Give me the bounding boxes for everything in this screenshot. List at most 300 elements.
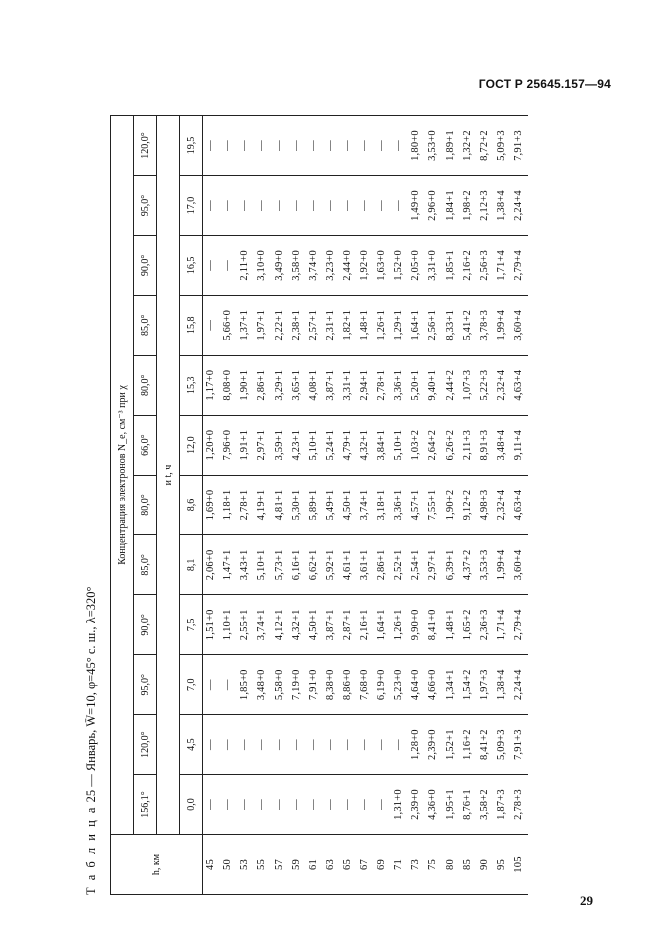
value-cell: — [391, 715, 408, 775]
value-cell: 8,33+1 [442, 295, 459, 355]
value-cell: 4,79+1 [340, 415, 357, 475]
height-cell: 53 [237, 835, 254, 895]
value-cell: 9,12+2 [459, 475, 476, 535]
value-cell: 5,09+3 [494, 116, 511, 176]
caption-prefix: Т а б л и ц а [84, 805, 98, 895]
table-row [408, 116, 425, 895]
height-cell: 63 [323, 835, 340, 895]
value-cell: 9,11+4 [511, 415, 528, 475]
table-body [203, 116, 529, 895]
value-cell: 6,39+1 [442, 535, 459, 595]
value-cell: 8,91+3 [477, 415, 494, 475]
value-cell: 2,86+1 [254, 355, 271, 415]
value-cell: 1,80+0 [408, 116, 425, 176]
value-cell: — [306, 715, 323, 775]
value-cell: 6,26+2 [442, 415, 459, 475]
value-cell: 5,24+1 [323, 415, 340, 475]
table-row [357, 116, 374, 895]
height-cell: 75 [425, 835, 442, 895]
chi-header-cell: 66,0° [134, 415, 157, 475]
value-cell: 4,61+1 [340, 535, 357, 595]
value-cell: 1,38+4 [494, 655, 511, 715]
time-header-cell: 0,0 [180, 775, 203, 835]
value-cell: 1,51+0 [203, 595, 221, 655]
value-cell: — [220, 715, 237, 775]
value-cell: 3,36+1 [391, 355, 408, 415]
value-cell: 8,38+0 [323, 655, 340, 715]
value-cell: 3,74+1 [357, 475, 374, 535]
value-cell: 3,59+1 [271, 415, 288, 475]
value-cell: 4,23+1 [288, 415, 305, 475]
value-cell: 1,97+1 [254, 295, 271, 355]
height-cell: 80 [442, 835, 459, 895]
height-cell: 61 [306, 835, 323, 895]
time-header-cell: 8,6 [180, 475, 203, 535]
value-cell: 5,22+3 [477, 355, 494, 415]
value-cell: — [288, 715, 305, 775]
value-cell: 7,91+3 [511, 715, 528, 775]
table-row [425, 116, 442, 895]
page-number: 29 [580, 893, 593, 908]
table-row [306, 116, 323, 895]
value-cell: 2,16+1 [357, 595, 374, 655]
value-cell: — [374, 775, 391, 835]
value-cell: 3,18+1 [374, 475, 391, 535]
value-cell: 3,48+4 [494, 415, 511, 475]
value-cell: 3,31+1 [340, 355, 357, 415]
table-row [374, 116, 391, 895]
time-header-cell: 12,0 [180, 415, 203, 475]
value-cell: 1,65+2 [459, 595, 476, 655]
chi-header-row [134, 116, 157, 895]
chi-header-cell: 120,0° [134, 715, 157, 775]
time-header-cell: 4,5 [180, 715, 203, 775]
value-cell: — [220, 235, 237, 295]
value-cell: 1,71+4 [494, 595, 511, 655]
value-cell: 4,63+4 [511, 355, 528, 415]
value-cell: 3,74+1 [254, 595, 271, 655]
value-cell: 1,37+1 [237, 295, 254, 355]
value-cell: — [340, 176, 357, 236]
value-cell: 1,99+4 [494, 295, 511, 355]
value-cell: 8,41+0 [425, 595, 442, 655]
value-cell: 2,55+1 [237, 595, 254, 655]
value-cell: 2,36+3 [477, 595, 494, 655]
chi-header-cell: 90,0° [134, 595, 157, 655]
value-cell: 1,89+1 [442, 116, 459, 176]
time-header-cell: 15,8 [180, 295, 203, 355]
value-cell: 5,10+1 [391, 415, 408, 475]
value-cell: 5,23+0 [391, 655, 408, 715]
value-cell: 4,50+1 [340, 475, 357, 535]
height-cell: 65 [340, 835, 357, 895]
value-cell: — [271, 116, 288, 176]
rotated-table-block [80, 115, 530, 895]
value-cell: 1,97+3 [477, 655, 494, 715]
value-cell: 1,95+1 [442, 775, 459, 835]
value-cell: 8,08+0 [220, 355, 237, 415]
value-cell: 8,76+1 [459, 775, 476, 835]
value-cell: 3,53+3 [477, 535, 494, 595]
value-cell: 2,56+3 [477, 235, 494, 295]
value-cell: — [288, 775, 305, 835]
height-cell: 55 [254, 835, 271, 895]
value-cell: — [306, 176, 323, 236]
value-cell: 4,37+2 [459, 535, 476, 595]
value-cell: — [203, 235, 221, 295]
height-cell: 45 [203, 835, 221, 895]
caption-text: — Январь, W̄=10, φ=45° с. ш., λ=320° [84, 586, 98, 790]
value-cell: 4,63+4 [511, 475, 528, 535]
value-cell: — [391, 176, 408, 236]
height-cell: 69 [374, 835, 391, 895]
time-header-cell: 8,1 [180, 535, 203, 595]
value-cell: 3,53+0 [425, 116, 442, 176]
value-cell: 2,54+1 [408, 535, 425, 595]
value-cell: 6,16+1 [288, 535, 305, 595]
value-cell: 1,98+2 [459, 176, 476, 236]
value-cell: 1,31+0 [391, 775, 408, 835]
value-cell: 5,09+3 [494, 715, 511, 775]
value-cell: 1,99+4 [494, 535, 511, 595]
value-cell: 2,57+1 [306, 295, 323, 355]
value-cell: 1,90+2 [442, 475, 459, 535]
chi-header-cell: 85,0° [134, 535, 157, 595]
value-cell: 3,74+0 [306, 235, 323, 295]
value-cell: 1,28+0 [408, 715, 425, 775]
value-cell: 2,06+0 [203, 535, 221, 595]
time-header-cell: 17,0 [180, 176, 203, 236]
value-cell: — [357, 116, 374, 176]
value-cell: 3,31+0 [425, 235, 442, 295]
value-cell: — [203, 116, 221, 176]
table-row [220, 116, 237, 895]
value-cell: 2,31+1 [323, 295, 340, 355]
value-cell: 9,40+1 [425, 355, 442, 415]
height-cell: 90 [477, 835, 494, 895]
value-cell: 1,47+1 [220, 535, 237, 595]
value-cell: 1,69+0 [203, 475, 221, 535]
value-cell: 3,43+1 [237, 535, 254, 595]
value-cell: 1,48+1 [442, 595, 459, 655]
time-header-cell: 19,5 [180, 116, 203, 176]
value-cell: 1,64+1 [408, 295, 425, 355]
value-cell: — [374, 116, 391, 176]
value-cell: 1,10+1 [220, 595, 237, 655]
time-header-cell: 16,5 [180, 235, 203, 295]
value-cell: 2,32+4 [494, 475, 511, 535]
value-cell: 4,66+0 [425, 655, 442, 715]
table-row [254, 116, 271, 895]
value-cell: — [237, 116, 254, 176]
value-cell: — [323, 715, 340, 775]
value-cell: 1,71+4 [494, 235, 511, 295]
height-cell: 59 [288, 835, 305, 895]
value-cell: 1,92+0 [357, 235, 374, 295]
value-cell: 8,41+2 [477, 715, 494, 775]
table-row [288, 116, 305, 895]
value-cell: — [323, 775, 340, 835]
value-cell: — [391, 116, 408, 176]
value-cell: 2,86+1 [374, 535, 391, 595]
value-cell: 2,16+2 [459, 235, 476, 295]
value-cell: 2,87+1 [340, 595, 357, 655]
value-cell: 2,12+3 [477, 176, 494, 236]
value-cell: 6,19+0 [374, 655, 391, 715]
value-cell: 2,78+1 [374, 355, 391, 415]
value-cell: 5,92+1 [323, 535, 340, 595]
height-cell: 50 [220, 835, 237, 895]
value-cell: 7,91+0 [306, 655, 323, 715]
value-cell: 2,78+1 [237, 475, 254, 535]
value-cell: — [237, 715, 254, 775]
value-cell: 7,55+1 [425, 475, 442, 535]
height-cell: 71 [391, 835, 408, 895]
value-cell: — [323, 176, 340, 236]
value-cell: 3,84+1 [374, 415, 391, 475]
height-cell: 85 [459, 835, 476, 895]
value-cell: — [271, 775, 288, 835]
value-cell: 1,26+1 [374, 295, 391, 355]
value-cell: — [220, 655, 237, 715]
value-cell: — [203, 775, 221, 835]
value-cell: 7,96+0 [220, 415, 237, 475]
value-cell: — [203, 715, 221, 775]
value-cell: 1,52+1 [442, 715, 459, 775]
value-cell: 1,48+1 [357, 295, 374, 355]
value-cell: 2,05+0 [408, 235, 425, 295]
value-cell: 1,07+3 [459, 355, 476, 415]
value-cell: 1,18+1 [220, 475, 237, 535]
value-cell: — [357, 715, 374, 775]
value-cell: 4,57+1 [408, 475, 425, 535]
value-cell: 1,29+1 [391, 295, 408, 355]
value-cell: 7,68+0 [357, 655, 374, 715]
time-header: и t, ч [157, 116, 180, 835]
value-cell: 6,62+1 [306, 535, 323, 595]
value-cell: — [340, 715, 357, 775]
value-cell: 2,22+1 [271, 295, 288, 355]
value-cell: 2,79+4 [511, 595, 528, 655]
value-cell: 1,52+0 [391, 235, 408, 295]
value-cell: 2,39+0 [425, 715, 442, 775]
value-cell: 5,73+1 [271, 535, 288, 595]
value-cell: 5,30+1 [288, 475, 305, 535]
value-cell: — [203, 176, 221, 236]
value-cell: — [220, 176, 237, 236]
value-cell: 4,36+0 [425, 775, 442, 835]
value-cell: 8,86+0 [340, 655, 357, 715]
value-cell: — [237, 176, 254, 236]
value-cell: 2,52+1 [391, 535, 408, 595]
value-cell: — [323, 116, 340, 176]
value-cell: 2,39+0 [408, 775, 425, 835]
value-cell: 5,10+1 [306, 415, 323, 475]
value-cell: 2,44+0 [340, 235, 357, 295]
value-cell: 1,90+1 [237, 355, 254, 415]
value-cell: — [288, 116, 305, 176]
value-cell: 3,61+1 [357, 535, 374, 595]
value-cell: 7,19+0 [288, 655, 305, 715]
value-cell: 7,91+3 [511, 116, 528, 176]
table-row [459, 116, 476, 895]
height-cell: 57 [271, 835, 288, 895]
value-cell: — [340, 116, 357, 176]
value-cell: 3,87+1 [323, 595, 340, 655]
value-cell: — [254, 176, 271, 236]
value-cell: 2,64+2 [425, 415, 442, 475]
value-cell: 1,54+2 [459, 655, 476, 715]
concentration-table [110, 115, 528, 895]
value-cell: 5,41+2 [459, 295, 476, 355]
height-cell: 67 [357, 835, 374, 895]
standard-header: ГОСТ Р 25645.157—94 [478, 77, 611, 91]
value-cell: 3,48+0 [254, 655, 271, 715]
value-cell: — [203, 295, 221, 355]
value-cell: — [237, 775, 254, 835]
value-cell: — [271, 715, 288, 775]
table-row [511, 116, 528, 895]
value-cell: 5,89+1 [306, 475, 323, 535]
value-cell: 2,24+4 [511, 655, 528, 715]
time-header-cell: 7,5 [180, 595, 203, 655]
value-cell: — [306, 116, 323, 176]
value-cell: 2,94+1 [357, 355, 374, 415]
value-cell: 5,66+0 [220, 295, 237, 355]
chi-header-cell: 90,0° [134, 235, 157, 295]
value-cell: 3,58+2 [477, 775, 494, 835]
height-cell: 73 [408, 835, 425, 895]
value-cell: 2,96+0 [425, 176, 442, 236]
value-cell: 3,87+1 [323, 355, 340, 415]
table-caption [80, 115, 102, 895]
value-cell: 2,97+1 [254, 415, 271, 475]
value-cell: 1,82+1 [340, 295, 357, 355]
value-cell: — [220, 116, 237, 176]
value-cell: 1,49+0 [408, 176, 425, 236]
value-cell: 2,11+3 [459, 415, 476, 475]
value-cell: 9,90+0 [408, 595, 425, 655]
value-cell: 8,72+2 [477, 116, 494, 176]
table-row [203, 116, 221, 895]
value-cell: 1,17+0 [203, 355, 221, 415]
value-cell: 4,19+1 [254, 475, 271, 535]
table-row [340, 116, 357, 895]
value-cell: 3,58+0 [288, 235, 305, 295]
value-cell: 3,78+3 [477, 295, 494, 355]
chi-header-cell: 95,0° [134, 176, 157, 236]
table-row [323, 116, 340, 895]
value-cell: 4,50+1 [306, 595, 323, 655]
value-cell: 1,38+4 [494, 176, 511, 236]
value-cell: 4,98+3 [477, 475, 494, 535]
value-cell: 2,79+4 [511, 235, 528, 295]
value-cell: 4,32+1 [357, 415, 374, 475]
value-cell: 1,20+0 [203, 415, 221, 475]
table-row [237, 116, 254, 895]
chi-header-cell: 85,0° [134, 295, 157, 355]
value-cell: 3,29+1 [271, 355, 288, 415]
value-cell: — [271, 176, 288, 236]
value-cell: 3,60+4 [511, 295, 528, 355]
value-cell: 4,08+1 [306, 355, 323, 415]
value-cell: 3,23+0 [323, 235, 340, 295]
value-cell: 1,63+0 [374, 235, 391, 295]
time-header-cell: 7,0 [180, 655, 203, 715]
chi-header-cell: 80,0° [134, 475, 157, 535]
time-values-row [180, 116, 203, 895]
time-header-cell: 15,3 [180, 355, 203, 415]
value-cell: — [374, 176, 391, 236]
value-cell: — [254, 715, 271, 775]
value-cell: 1,91+1 [237, 415, 254, 475]
value-cell: 3,36+1 [391, 475, 408, 535]
value-cell: — [220, 775, 237, 835]
value-cell: 5,49+1 [323, 475, 340, 535]
table-row [442, 116, 459, 895]
value-cell: — [357, 775, 374, 835]
value-cell: — [306, 775, 323, 835]
value-cell: 2,97+1 [425, 535, 442, 595]
chi-header-cell: 95,0° [134, 655, 157, 715]
height-cell: 95 [494, 835, 511, 895]
value-cell: 5,58+0 [271, 655, 288, 715]
value-cell: 3,10+0 [254, 235, 271, 295]
value-cell: 4,12+1 [271, 595, 288, 655]
value-cell: 2,56+1 [425, 295, 442, 355]
caption-number: 25 [84, 789, 98, 803]
value-cell: 1,87+3 [494, 775, 511, 835]
value-cell: — [288, 176, 305, 236]
chi-header-cell: 120,0° [134, 116, 157, 176]
table-row [494, 116, 511, 895]
value-cell: 2,78+3 [511, 775, 528, 835]
value-cell: 2,44+2 [442, 355, 459, 415]
value-cell: 1,85+1 [442, 235, 459, 295]
value-cell: 3,49+0 [271, 235, 288, 295]
value-cell: 4,81+1 [271, 475, 288, 535]
chi-header-cell: 80,0° [134, 355, 157, 415]
value-cell: 4,64+0 [408, 655, 425, 715]
table-row [477, 116, 494, 895]
value-cell: 1,85+0 [237, 655, 254, 715]
value-cell: 2,11+0 [237, 235, 254, 295]
value-cell: 2,32+4 [494, 355, 511, 415]
value-cell: 3,65+1 [288, 355, 305, 415]
value-cell: 1,34+1 [442, 655, 459, 715]
value-cell: 1,16+2 [459, 715, 476, 775]
concentration-header: Концентрация электронов N_e, см⁻³ при χ [111, 116, 134, 835]
table-row [271, 116, 288, 895]
value-cell: 5,20+1 [408, 355, 425, 415]
value-cell: 2,38+1 [288, 295, 305, 355]
chi-header-cell: 156,1° [134, 775, 157, 835]
value-cell: 1,32+2 [459, 116, 476, 176]
value-cell: — [340, 775, 357, 835]
value-cell: 5,10+1 [254, 535, 271, 595]
value-cell: 4,32+1 [288, 595, 305, 655]
value-cell: 1,26+1 [391, 595, 408, 655]
value-cell: 2,24+4 [511, 176, 528, 236]
table-row [391, 116, 408, 895]
value-cell: — [254, 775, 271, 835]
value-cell: — [374, 715, 391, 775]
value-cell: — [357, 176, 374, 236]
h-column-header: h, км [111, 835, 203, 895]
height-cell: 105 [511, 835, 528, 895]
value-cell: — [254, 116, 271, 176]
value-cell: 1,64+1 [374, 595, 391, 655]
